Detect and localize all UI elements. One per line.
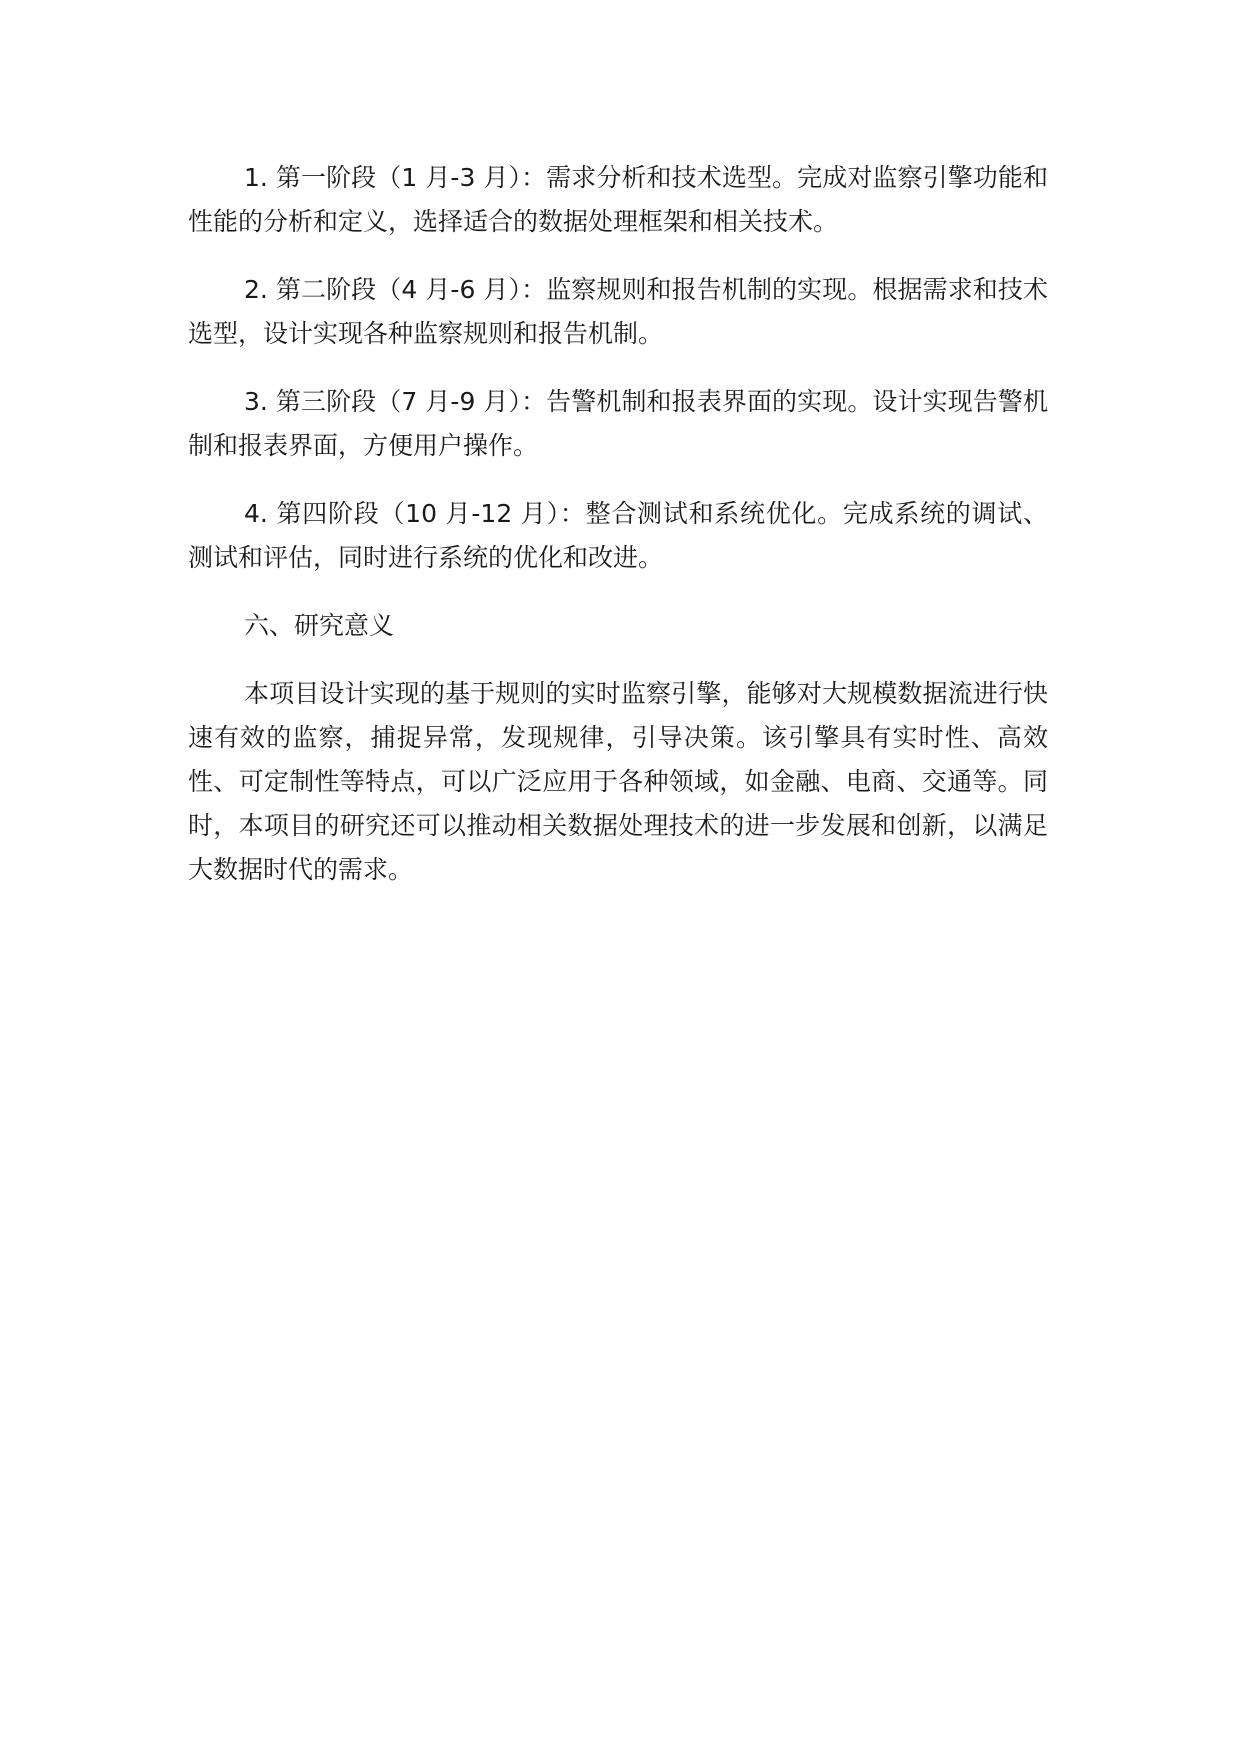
significance-paragraph: 本项目设计实现的基于规则的实时监察引擎，能够对大规模数据流进行快速有效的监察，捕捉异常，发现规律，引导决策。该引擎具有实时性、高效性、可定制性等特点，可以广泛应用于各种领域，如金融、电商、交通等。同时，本项目的研究还可以推动相关数据处理技术的进一步发展和创新，以满足大数据时代的需求。 <box>188 679 1048 884</box>
phase-1-paragraph: 1. 第一阶段（1 月-3 月）：需求分析和技术选型。完成对监察引擎功能和性能的分析和定义，选择适合的数据处理框架和相关技术。 <box>188 163 1048 236</box>
document-body <box>188 156 1048 916</box>
phase-4-paragraph: 4. 第四阶段（10 月-12 月）：整合测试和系统优化。完成系统的调试、测试和评估，同时进行系统的优化和改进。 <box>188 499 1048 572</box>
phase-3-paragraph: 3. 第三阶段（7 月-9 月）：告警机制和报表界面的实现。设计实现告警机制和报表界面，方便用户操作。 <box>188 387 1048 460</box>
section-heading: 六、研究意义 <box>244 611 395 640</box>
phase-2-paragraph: 2. 第二阶段（4 月-6 月）：监察规则和报告机制的实现。根据需求和技术选型，设计实现各种监察规则和报告机制。 <box>188 275 1048 348</box>
